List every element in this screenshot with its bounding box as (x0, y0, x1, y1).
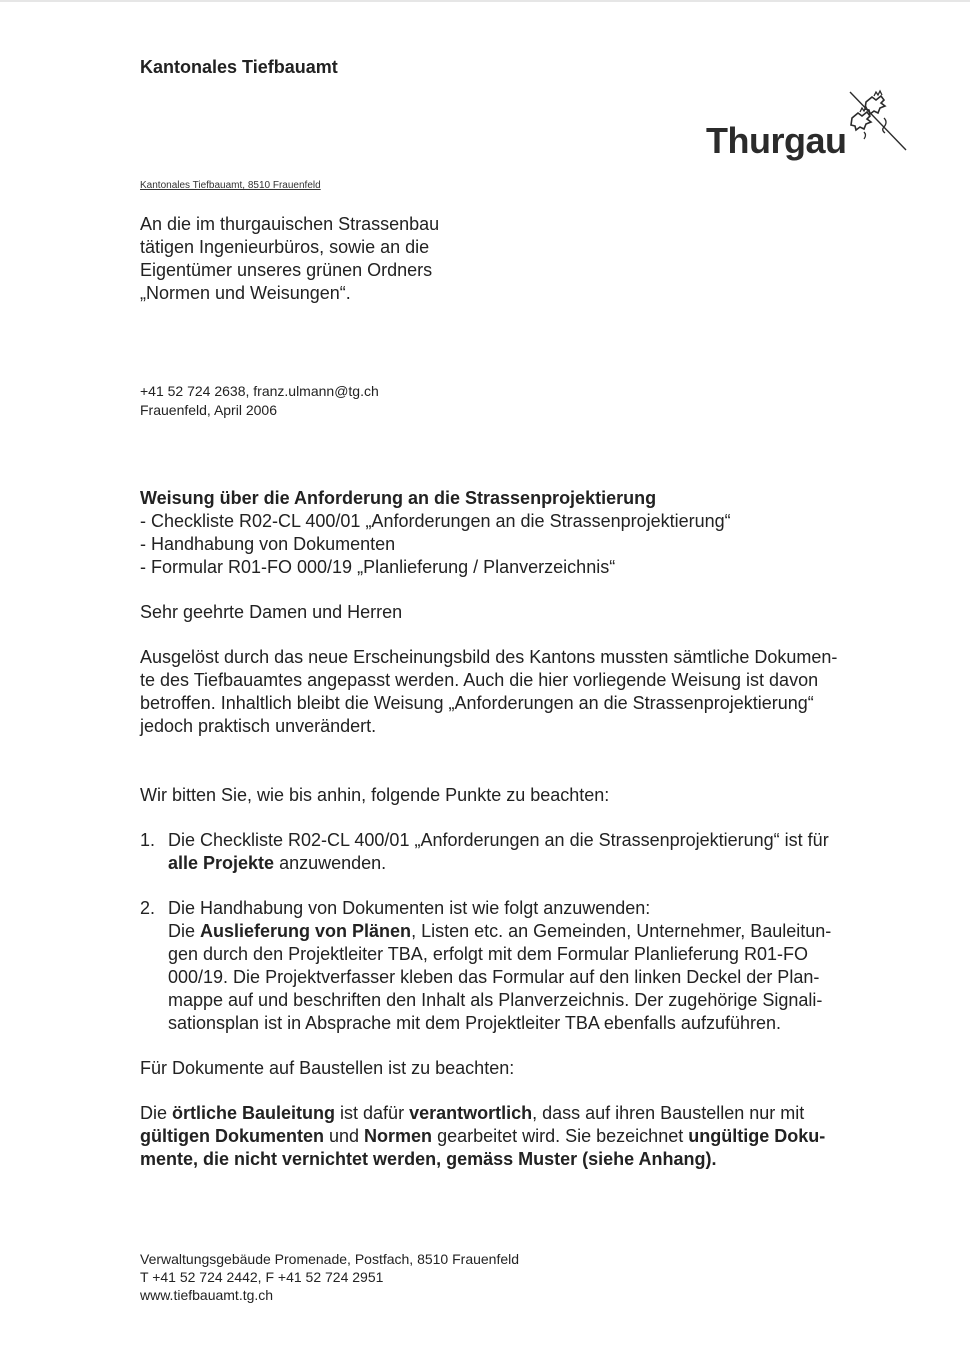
sender-return-address: Kantonales Tiefbauamt, 8510 Frauenfeld (140, 180, 321, 191)
point2-line: mappe auf und beschriften den Inhalt als Planverzeichnis. Der zugehörige Signali- (168, 990, 823, 1010)
intro-line: te des Tiefbauamtes angepasst werden. Auch die hier vorliegende Weisung ist davon (140, 670, 819, 690)
site-docs-intro: Für Dokumente auf Baustellen ist zu beachten: (140, 1058, 515, 1078)
point2-line (168, 920, 900, 943)
department-name: Kantonales Tiefbauamt (140, 57, 338, 77)
point2-line: gen durch den Projektleiter TBA, erfolgt mit dem Formular Planlieferung R01-FO (168, 944, 808, 964)
recipient-line: „Normen und Weisungen“. (140, 283, 351, 303)
contact-block (140, 382, 379, 420)
point1-rest: anzuwenden. (274, 853, 387, 873)
closing-text: und (324, 1126, 365, 1146)
subject-title: Weisung über die Anforderung an die Strassenprojektierung (140, 488, 657, 508)
point2-after: , Listen etc. an Gemeinden, Unternehmer, Bauleitun- (411, 921, 832, 941)
closing-text: Die (140, 1103, 173, 1123)
intro-line: betroffen. Inhaltlich bleibt die Weisung „Anforderungen an die Strassenprojektierung“ (140, 693, 814, 713)
closing-bold: gültigen Dokumenten (140, 1126, 324, 1146)
place-and-date: Frauenfeld, April 2006 (140, 402, 277, 418)
point1-line (168, 852, 900, 875)
list-number: 2. (140, 898, 156, 918)
logo-wordmark: Thurgau (706, 120, 847, 161)
thurgau-logo (706, 88, 916, 164)
intro-line: Ausgelöst durch das neue Erscheinungsbild des Kantons mussten sämtliche Dokumen- (140, 647, 838, 667)
subject-item: - Handhabung von Dokumenten (140, 534, 396, 554)
points-intro: Wir bitten Sie, wie bis anhin, folgende Punkte zu beachten: (140, 785, 610, 805)
recipient-line: tätigen Ingenieurbüros, sowie an die (140, 237, 430, 257)
letter-body (140, 487, 900, 1171)
point1-bold: alle Projekte (168, 853, 275, 873)
closing-bold: verantwortlich (409, 1103, 533, 1123)
recipient-address (140, 213, 560, 305)
list-item-1 (140, 829, 900, 875)
closing-text: , dass auf ihren Baustellen nur mit (532, 1103, 805, 1123)
page-top-edge (0, 0, 970, 2)
contact-phone-email: +41 52 724 2638, franz.ulmann@tg.ch (140, 383, 379, 399)
closing-bold: Normen (364, 1126, 433, 1146)
closing-line-2 (140, 1125, 900, 1148)
recipient-line: Eigentümer unseres grünen Ordners (140, 260, 433, 280)
subject-item: - Checkliste R02-CL 400/01 „Anforderungen an die Strassenprojektierung“ (140, 511, 731, 531)
closing-bold: örtliche Bauleitung (172, 1103, 336, 1123)
point2-bold: Auslieferung von Plänen (200, 921, 412, 941)
closing-text: gearbeitet wird. Sie bezeichnet (432, 1126, 689, 1146)
footer-address: Verwaltungsgebäude Promenade, Postfach, 8510 Frauenfeld (140, 1251, 520, 1267)
intro-line: jedoch praktisch unverändert. (140, 716, 377, 736)
footer-phone-fax: T +41 52 724 2442, F +41 52 724 2951 (140, 1269, 384, 1285)
salutation: Sehr geehrte Damen und Herren (140, 602, 403, 622)
point2-line: Die Handhabung von Dokumenten ist wie folgt anzuwenden: (168, 898, 651, 918)
closing-line-1 (140, 1102, 900, 1125)
closing-bold: ungültige Doku- (688, 1126, 826, 1146)
list-number: 1. (140, 830, 156, 850)
point1-line: Die Checkliste R02-CL 400/01 „Anforderungen an die Strassenprojektierung“ ist für (168, 830, 829, 850)
closing-bold: mente, die nicht vernichtet werden, gemäss Muster (siehe Anhang). (140, 1149, 717, 1169)
thurgau-lions-emblem-icon (844, 88, 908, 154)
footer-website: www.tiefbauamt.tg.ch (140, 1287, 274, 1303)
point2-line: sationsplan ist in Absprache mit dem Projektleiter TBA ebenfalls aufzuführen. (168, 1013, 782, 1033)
subject-item: - Formular R01-FO 000/19 „Planlieferung / Planverzeichnis“ (140, 557, 616, 577)
point2-pre: Die (168, 921, 201, 941)
recipient-line: An die im thurgauischen Strassenbau (140, 214, 440, 234)
closing-text: ist dafür (335, 1103, 410, 1123)
footer-address-block (140, 1250, 519, 1304)
point2-line: 000/19. Die Projektverfasser kleben das Formular auf den linken Deckel der Plan- (168, 967, 820, 987)
list-item-2 (140, 897, 900, 1035)
closing-line-3 (140, 1148, 900, 1171)
